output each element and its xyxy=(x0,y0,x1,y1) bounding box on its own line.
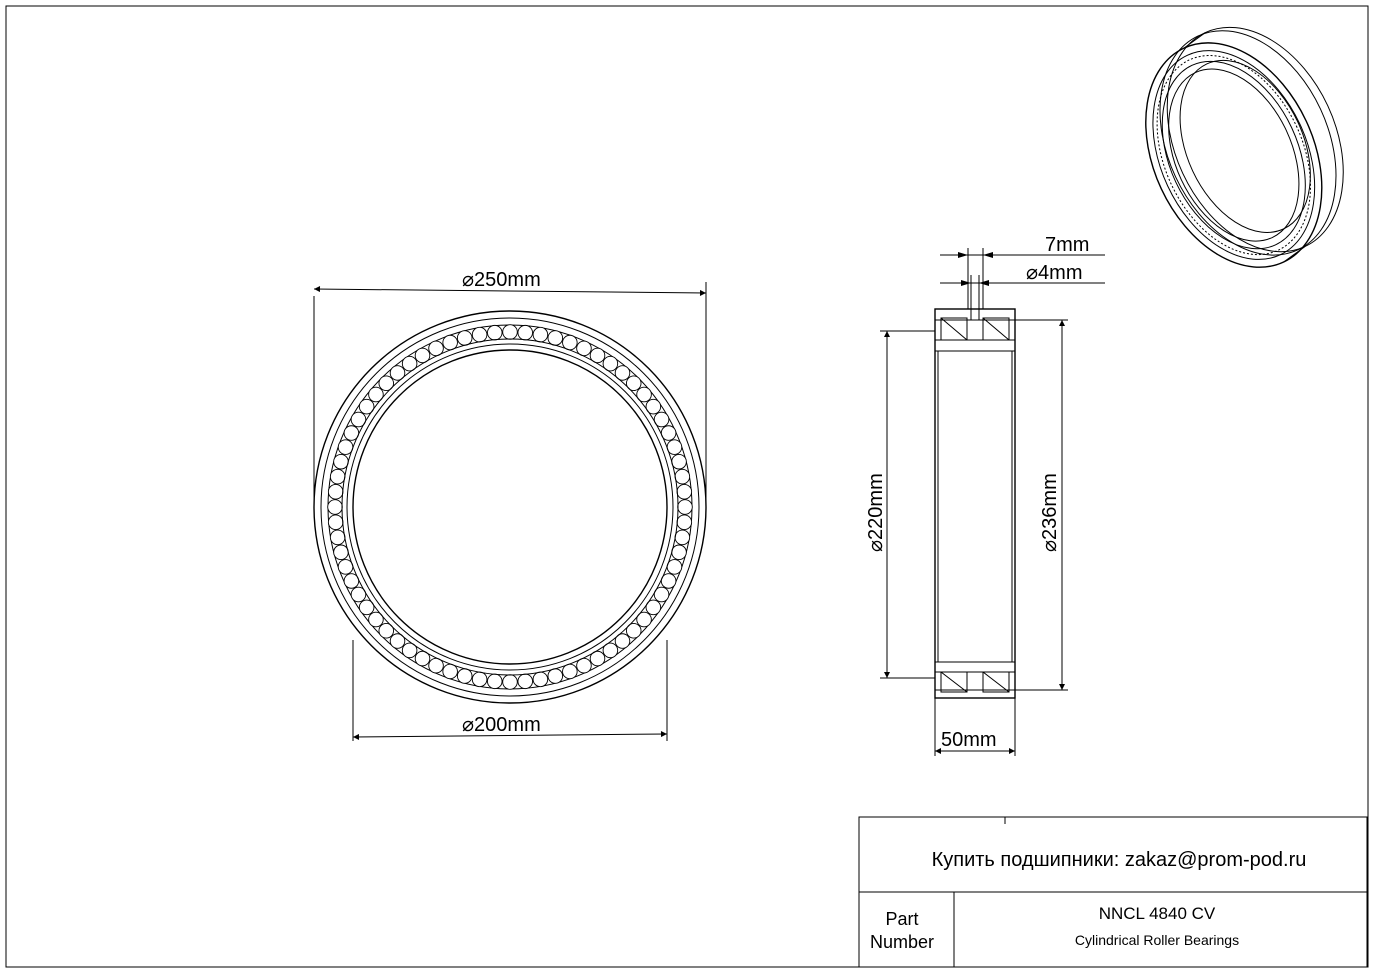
isometric-view xyxy=(1109,0,1374,296)
roller xyxy=(328,500,343,515)
roller xyxy=(677,515,692,530)
roller xyxy=(675,469,690,484)
roller xyxy=(472,327,487,342)
roller xyxy=(334,545,349,560)
roller xyxy=(457,331,472,346)
bore-edge xyxy=(353,350,667,664)
side-section-bottom xyxy=(935,662,1015,698)
roller xyxy=(330,530,345,545)
roller xyxy=(518,325,533,340)
roller xyxy=(533,672,548,687)
side-section-top xyxy=(935,309,1015,351)
title-block xyxy=(859,817,1367,967)
roller xyxy=(518,674,533,689)
roller xyxy=(503,325,518,340)
outer-ring-edge xyxy=(314,311,706,703)
roller xyxy=(457,669,472,684)
roller xyxy=(548,331,563,346)
dim-label-250: ⌀250mm xyxy=(462,269,541,291)
contact-text: Купить подшипники: zakaz@prom-pod.ru xyxy=(931,849,1307,871)
front-view xyxy=(314,269,706,741)
part-label-line2: Number xyxy=(869,932,935,952)
roller xyxy=(677,484,692,499)
inner-ring-chamfer xyxy=(347,344,673,670)
outer-ring-chamfer xyxy=(321,318,699,696)
dim-label-50: 50mm xyxy=(941,729,997,751)
part-description: Cylindrical Roller Bearings xyxy=(1074,932,1240,948)
roller xyxy=(472,672,487,687)
roller xyxy=(328,484,343,499)
roller xyxy=(487,674,502,689)
part-number: NNCL 4840 CV xyxy=(1098,904,1216,923)
dim-label-220: ⌀220mm xyxy=(865,473,887,552)
dim-label-4mm: ⌀4mm xyxy=(1026,262,1083,284)
roller xyxy=(675,530,690,545)
roller xyxy=(672,454,687,469)
dim-label-236: ⌀236mm xyxy=(1039,473,1061,552)
side-view xyxy=(865,234,1105,756)
roller xyxy=(533,327,548,342)
roller xyxy=(678,500,693,515)
roller-set xyxy=(328,325,693,690)
roller xyxy=(328,515,343,530)
roller xyxy=(487,325,502,340)
roller xyxy=(330,469,345,484)
dim-label-200: ⌀200mm xyxy=(462,714,541,736)
inner-ring-outer-edge xyxy=(342,339,678,675)
roller xyxy=(334,454,349,469)
roller xyxy=(548,669,563,684)
part-label-line1: Part xyxy=(885,909,919,929)
roller xyxy=(672,545,687,560)
dim-label-7mm: 7mm xyxy=(1045,234,1090,256)
roller xyxy=(503,675,518,690)
side-body-outline xyxy=(935,309,1015,698)
